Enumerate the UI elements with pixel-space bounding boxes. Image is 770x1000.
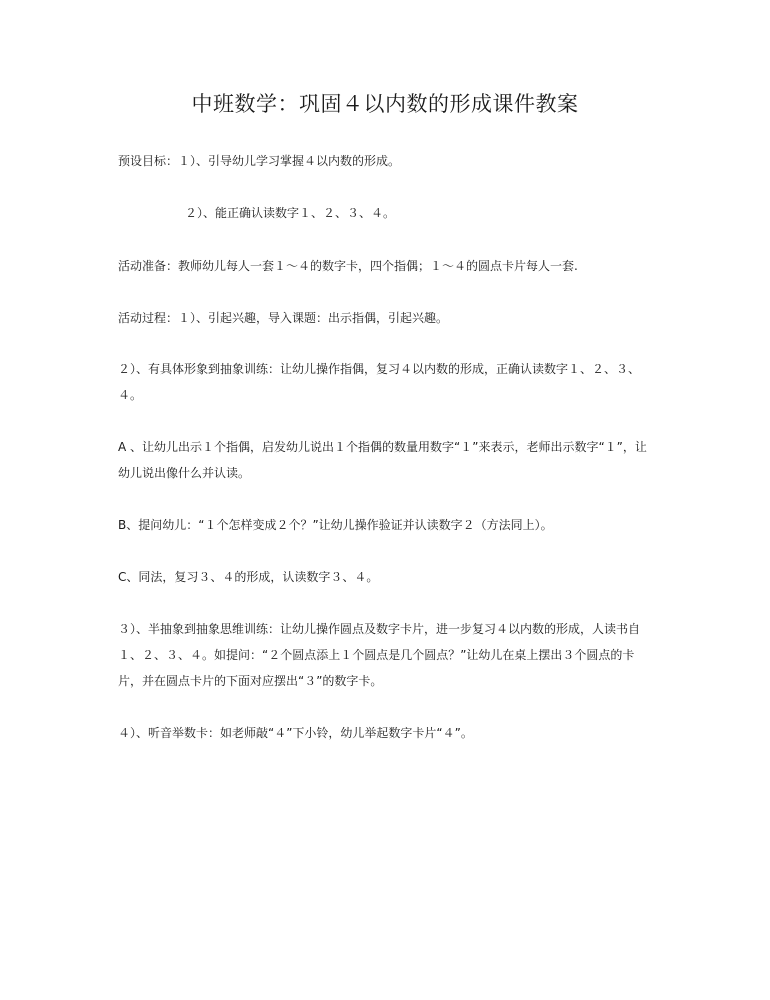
paragraph-goal-2: ２）、能正确认读数字１、２、３、４。	[185, 206, 396, 220]
paragraph-process-2: ２）、有具体形象到抽象训练：让幼儿操作指偶，复习４以内数的形成，正确认读数字１、２、３、４。	[118, 362, 641, 402]
page-title: 中班数学：巩固４以内数的形成课件教案	[191, 92, 579, 116]
paragraph-goal-1: 预设目标：１）、引导幼儿学习掌握４以内数的形成。	[118, 154, 401, 168]
paragraph-step-b: B、提问幼儿：“１个怎样变成２个？”让幼儿操作验证并认读数字２（方法同上）。	[118, 518, 553, 532]
paragraph-preparation: 活动准备：教师幼儿每人一套１～４的数字卡，四个指偶；１～４的圆点卡片每人一套.	[118, 259, 578, 273]
paragraph-process-4: ４）、听音举数卡：如老师敲“４”下小铃，幼儿举起数字卡片“４”。	[118, 726, 473, 740]
paragraph-process-1: 活动过程：１）、引起兴趣，导入课题：出示指偶，引起兴趣。	[118, 311, 449, 325]
paragraph-step-a: A 、让幼儿出示１个指偶，启发幼儿说出１个指偶的数量用数字“１”来表示，老师出示数字“１”，让幼儿说出像什么并认读。	[118, 440, 647, 480]
paragraph-process-3: ３）、半抽象到抽象思维训练：让幼儿操作圆点及数字卡片，进一步复习４以内数的形成，人读书自１、２、３、４。如提问：“２个圆点添上１个圆点是几个圆点？”让幼儿在桌上摆出３个圆点的卡片，并在圆点卡片的下面对应摆出“３”的数字卡。	[118, 622, 641, 688]
paragraph-step-c: C、同法，复习３、４的形成，认读数字３、４。	[118, 570, 379, 584]
